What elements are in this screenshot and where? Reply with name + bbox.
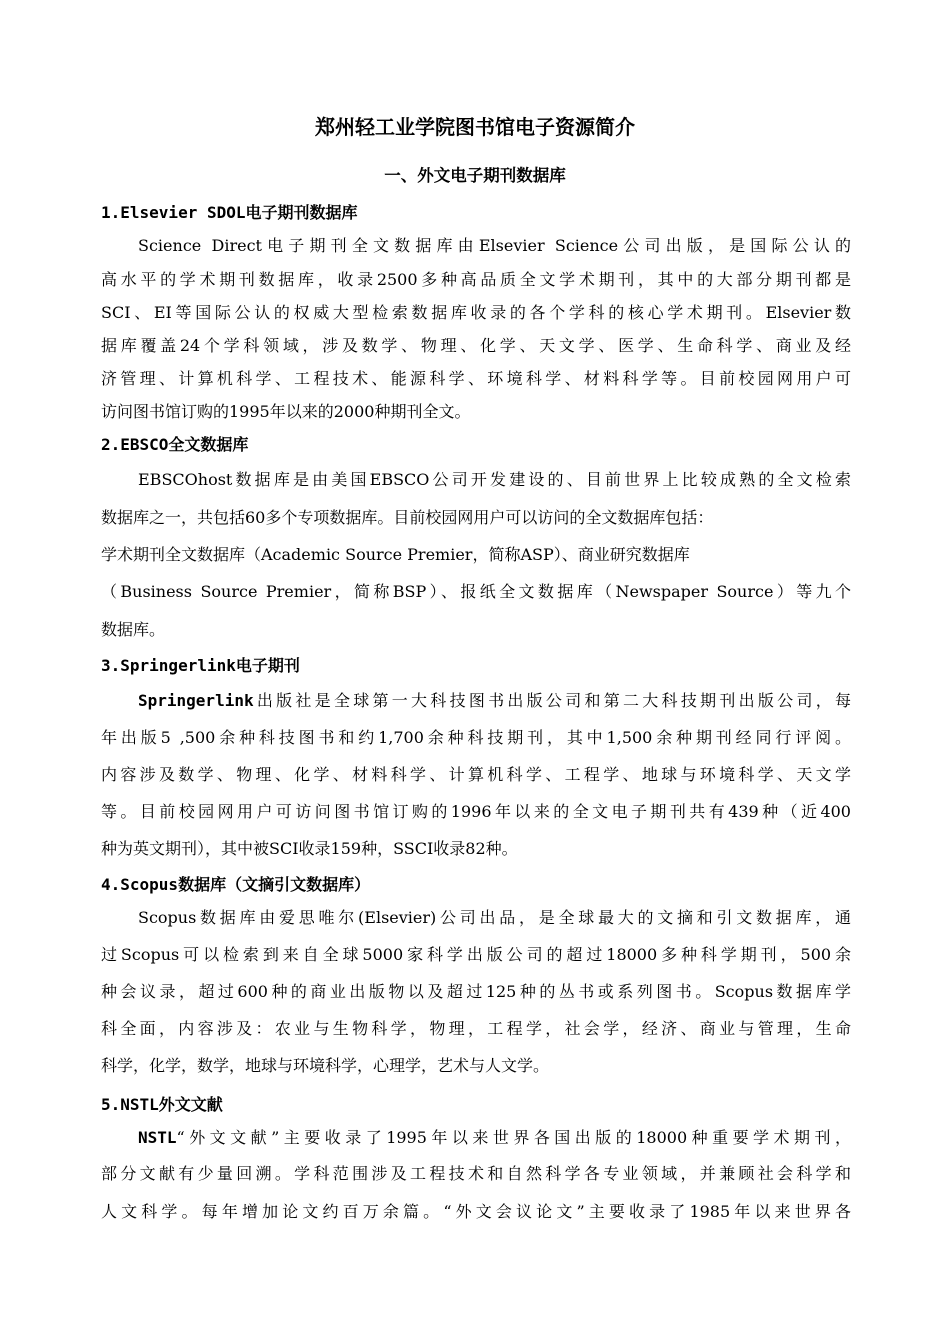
item-heading: 4.Scopus数据库（文摘引文数据库）	[101, 875, 371, 894]
paragraph-line: （Business Source Premier，简称BSP）、报纸全文数据库（Newspaper Source）等九个	[101, 582, 851, 601]
paragraph-line	[138, 689, 851, 713]
page-title: 郑州轻工业学院图书馆电子资源简介	[315, 115, 635, 139]
paragraph-line: Science Direct电子期刊全文数据库由Elsevier Science公司出版，是国际公认的	[138, 236, 851, 255]
paragraph-line: 济管理、计算机科学、工程技术、能源科学、环境科学、材料科学等。目前校园网用户可	[101, 369, 851, 388]
paragraph-line: 访问图书馆订购的1995年以来的2000种期刊全文。	[101, 402, 471, 421]
item-heading: 1.Elsevier SDOL电子期刊数据库	[101, 203, 358, 222]
item-heading: 5.NSTL外文文献	[101, 1095, 223, 1114]
lead-text: Springerlink	[138, 691, 254, 710]
paragraph-line: EBSCOhost数据库是由美国EBSCO公司开发建设的、目前世界上比较成熟的全文检索	[138, 470, 851, 489]
paragraph-line: 过Scopus可以检索到来自全球5000家科学出版公司的超过18000多种科学期刊，500余	[101, 945, 851, 964]
paragraph-line: 种会议录，超过600种的商业出版物以及超过125种的丛书或系列图书。Scopus数据库学	[101, 982, 851, 1001]
paragraph-line: 人文科学。每年增加论文约百万余篇。“外文会议论文”主要收录了1985年以来世界各	[101, 1202, 851, 1221]
paragraph-line: 科全面，内容涉及：农业与生物科学，物理，工程学，社会学，经济、商业与管理，生命	[101, 1019, 851, 1038]
section-title: 一、外文电子期刊数据库	[384, 166, 566, 185]
paragraph-line: 内容涉及数学、物理、化学、材料科学、计算机科学、工程学、地球与环境科学、天文学	[101, 765, 851, 784]
line-text: 出版社是全球第一大科技图书出版公司和第二大科技期刊出版公司，每	[253, 691, 851, 710]
paragraph-line: 据库覆盖24个学科领域，涉及数学、物理、化学、天文学、医学、生命科学、商业及经	[101, 336, 851, 355]
paragraph-line: Scopus数据库由爱思唯尔(Elsevier)公司出品，是全球最大的文摘和引文数据库，通	[138, 908, 851, 927]
paragraph-line: 学术期刊全文数据库（Academic Source Premier，简称ASP）、商业研究数据库	[101, 545, 690, 564]
paragraph-line: 种为英文期刊），其中被SCI收录159种，SSCI收录82种。	[101, 839, 518, 858]
lead-text: NSTL	[138, 1128, 177, 1147]
paragraph-line: 数据库。	[101, 620, 166, 639]
paragraph-line: SCI、EI等国际公认的权威大型检索数据库收录的各个学科的核心学术期刊。Elsevier数	[101, 303, 851, 322]
paragraph-line: 科学，化学，数学，地球与环境科学，心理学，艺术与人文学。	[101, 1056, 550, 1075]
paragraph-line: 等。目前校园网用户可访问图书馆订购的1996年以来的全文电子期刊共有439种（近400	[101, 802, 851, 821]
item-heading: 2.EBSCO全文数据库	[101, 435, 249, 454]
item-heading: 3.Springerlink电子期刊	[101, 656, 300, 675]
paragraph-line: 高水平的学术期刊数据库，收录2500多种高品质全文学术期刊，其中的大部分期刊都是	[101, 270, 851, 289]
paragraph-line: 数据库之一，共包括60多个专项数据库。目前校园网用户可以访问的全文数据库包括：	[101, 508, 714, 527]
paragraph-line	[138, 1126, 851, 1150]
line-text: “外文文献”主要收录了1995年以来世界各国出版的18000种重要学术期刊，	[176, 1128, 851, 1147]
paragraph-line: 年出版5 ,500余种科技图书和约1,700余种科技期刊，其中1,500余种期刊经同行评阅。	[101, 728, 851, 747]
paragraph-line: 部分文献有少量回溯。学科范围涉及工程技术和自然科学各专业领域，并兼顾社会科学和	[101, 1164, 851, 1183]
